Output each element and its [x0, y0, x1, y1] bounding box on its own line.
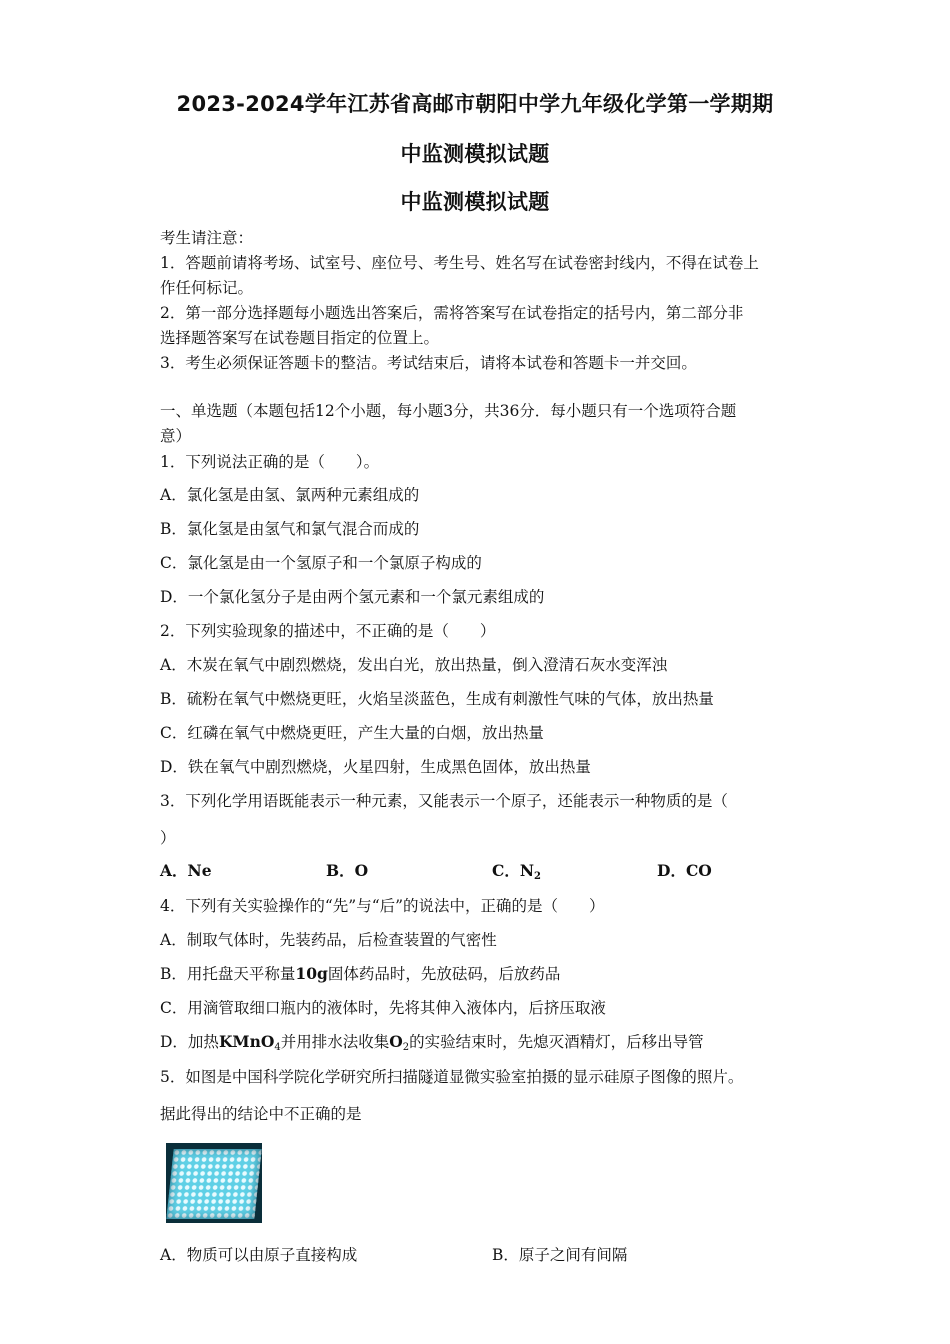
- question-4-option-d-sub4: 4: [274, 1042, 281, 1053]
- question-2-option-a: A．木炭在氧气中剧烈燃烧，发出白光，放出热量，倒入澄清石灰水变浑浊: [160, 656, 668, 674]
- question-5-option-b: B．原子之间有间隔: [492, 1246, 628, 1264]
- question-2-option-d: D．铁在氧气中剧烈燃烧，火星四射，生成黑色固体，放出热量: [160, 758, 591, 776]
- question-1-option-c: C．氯化氢是由一个氢原子和一个氯原子构成的: [160, 554, 482, 572]
- question-3-option-c: [492, 861, 541, 887]
- question-1-option-b: B．氯化氢是由氢气和氯气混合而成的: [160, 520, 420, 538]
- question-3-stem-line1: 3．下列化学用语既能表示一种元素，又能表示一个原子，还能表示一种物质的是（: [160, 792, 728, 810]
- question-3-option-c-subscript: 2: [534, 871, 541, 882]
- question-3-option-c-text: C．N: [492, 861, 535, 880]
- question-4-option-b-post: 固体药品时，先放砝码，后放药品: [327, 965, 561, 983]
- silicon-atom-photo: [166, 1143, 262, 1223]
- question-1-option-d: D．一个氯化氢分子是由两个氢元素和一个氯元素组成的: [160, 588, 545, 606]
- section-heading-line2: 意）: [160, 427, 192, 445]
- question-3-stem-line2: ）: [160, 829, 176, 847]
- question-4-option-c: C．用滴管取细口瓶内的液体时，先将其伸入液体内，后挤压取液: [160, 999, 606, 1017]
- exam-title-line1: 2023-2024学年江苏省高邮市朝阳中学九年级化学第一学期期: [176, 92, 774, 116]
- question-4-option-d: [160, 1032, 800, 1058]
- question-4-option-d-sub2: 2: [402, 1042, 410, 1053]
- question-2-option-c: C．红磷在氧气中燃烧更旺，产生大量的白烟，放出热量: [160, 724, 544, 742]
- question-1-stem: 1．下列说法正确的是（ ）。: [160, 453, 380, 471]
- exam-title-line2: 中监测模拟试题: [400, 142, 550, 166]
- atom-lattice-image: [166, 1149, 261, 1219]
- notice-item-2-line2: 选择题答案写在试卷题目指定的位置上。: [160, 329, 440, 347]
- notice-item-2-line1: 2．第一部分选择题每小题选出答案后，需将答案写在试卷指定的括号内，第二部分非: [160, 304, 744, 322]
- notice-item-3: 3．考生必须保证答题卡的整洁。考试结束后，请将本试卷和答题卡一并交回。: [160, 354, 697, 372]
- question-4-option-d-formula: KMnO: [218, 1032, 275, 1051]
- question-4-option-d-mid: 并用排水法收集: [280, 1033, 390, 1051]
- question-3-option-a: A．Ne: [160, 861, 212, 880]
- question-3-option-d: D．CO: [657, 861, 712, 880]
- question-1-option-a: A．氯化氢是由氢、氯两种元素组成的: [160, 486, 420, 504]
- question-4-option-d-oxygen: O: [389, 1032, 403, 1051]
- exam-title-line3: 中监测模拟试题: [400, 190, 550, 214]
- question-4-option-b-mass: 10g: [295, 964, 328, 983]
- question-5-stem-line2: 据此得出的结论中不正确的是: [160, 1105, 362, 1123]
- question-2-stem: 2．下列实验现象的描述中，不正确的是（ ）: [160, 622, 496, 640]
- notice-heading: 考生请注意：: [160, 229, 254, 247]
- question-4-option-d-post: 的实验结束时，先熄灭酒精灯，后移出导管: [409, 1033, 704, 1051]
- notice-item-1-line2: 作任何标记。: [160, 279, 254, 297]
- question-2-option-b: B．硫粉在氧气中燃烧更旺，火焰呈淡蓝色，生成有刺激性气味的气体，放出热量: [160, 690, 714, 708]
- question-4-option-a: A．制取气体时，先装药品，后检查装置的气密性: [160, 931, 497, 949]
- section-heading-line1: 一、单选题（本题包括12个小题，每小题3分，共36分．每小题只有一个选项符合题: [160, 402, 737, 420]
- question-5-stem-line1: 5．如图是中国科学院化学研究所扫描隧道显微实验室拍摄的显示硅原子图像的照片。: [160, 1068, 744, 1086]
- notice-item-1-line1: 1．答题前请将考场、试室号、座位号、考生号、姓名写在试卷密封线内，不得在试卷上: [160, 254, 759, 272]
- question-4-stem: 4．下列有关实验操作的“先”与“后”的说法中，正确的是（ ）: [160, 897, 605, 915]
- question-5-option-a: A．物质可以由原子直接构成: [160, 1246, 358, 1264]
- question-4-option-d-pre: D．加热: [160, 1033, 219, 1051]
- question-3-option-b: B．O: [326, 861, 369, 880]
- question-4-option-b-pre: B．用托盘天平称量: [160, 965, 296, 983]
- question-4-option-b: [160, 964, 800, 984]
